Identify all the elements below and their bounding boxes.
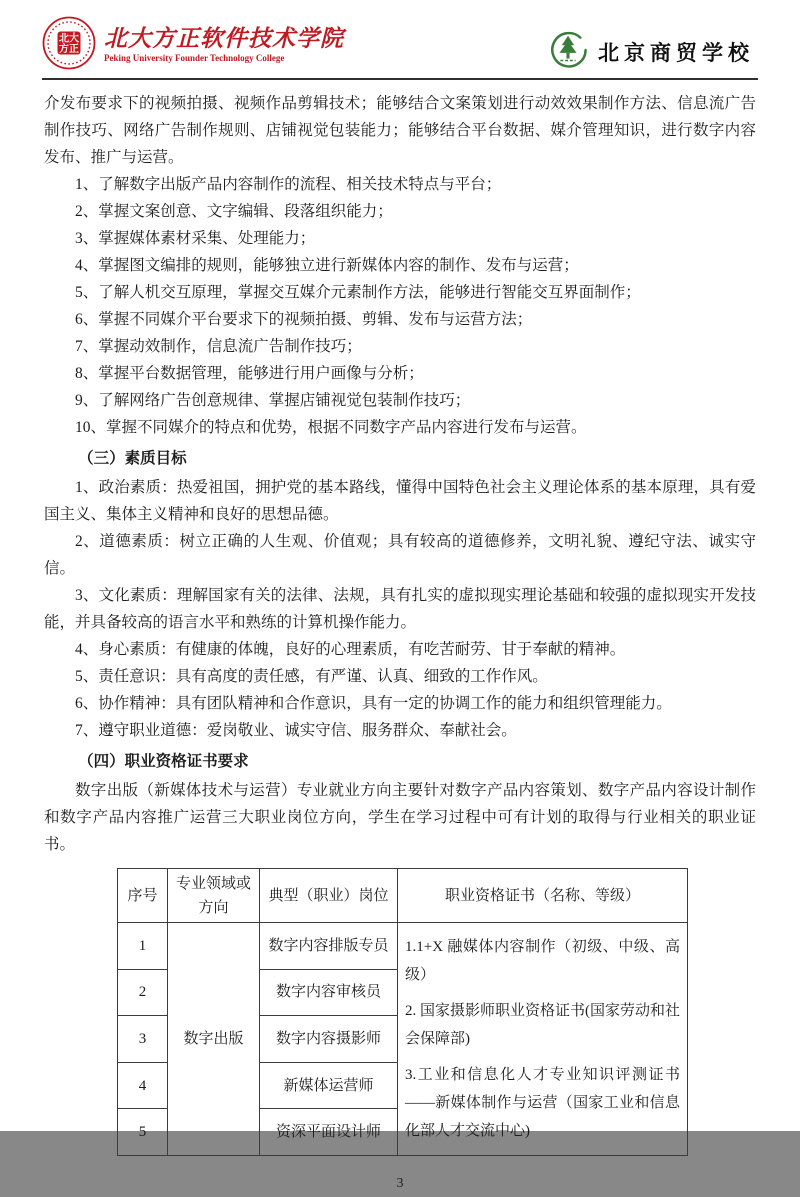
post-cell: 数字内容摄影师 [260,1016,398,1063]
svg-text:北大: 北大 [59,33,79,44]
document-body [0,80,800,1197]
col-header-no: 序号 [118,869,168,923]
row-no: 4 [118,1062,168,1109]
school-logo-group [548,30,754,75]
founder-logo-group [42,16,344,75]
quality-objective-item: 7、遵守职业道德：爱岗敬业、诚实守信、服务群众、奉献社会。 [75,722,517,739]
row-no: 3 [118,1016,168,1063]
founder-college-subtitle: Peking University Founder Technology College [104,53,285,63]
knowledge-objective-item: 6、掌握不同媒介平台要求下的视频拍摄、剪辑、发布与运营方法； [75,311,533,328]
post-cell: 新媒体运营师 [260,1062,398,1109]
certificate-cell [398,923,688,1156]
knowledge-objective-item: 1、了解数字出版产品内容制作的流程、相关技术特点与平台； [75,176,502,193]
certificate-item: 3.工业和信息化人才专业知识评测证书——新媒体制作与运营（国家工业和信息化部人才交流中心) [405,1067,680,1139]
quality-objective-item: 5、责任意识：具有高度的责任感，有严谨、认真、细致的工作作风。 [75,668,548,685]
section-heading-quality: （三）素质目标 [78,450,187,467]
certificate-item: 2. 国家摄影师职业资格证书(国家劳动和社会保障部) [405,1003,680,1047]
row-no: 2 [118,969,168,1016]
post-cell: 数字内容排版专员 [260,923,398,970]
page-header [42,0,758,80]
quality-objective-item: 6、协作精神：具有团队精神和合作意识，具有一定的协调工作的能力和组织管理能力。 [75,695,672,712]
founder-seal-icon [42,16,96,75]
knowledge-objective-item: 7、掌握动效制作，信息流广告制作技巧； [75,338,362,355]
page-number: 3 [396,1176,404,1191]
col-header-certificate: 职业资格证书（名称、等级） [398,869,688,923]
field-cell: 数字出版 [168,923,260,1156]
quality-objective-item: 2、道德素质：树立正确的人生观、价值观；具有较高的道德修养，文明礼貌、遵纪守法、诚实守信。 [44,533,756,577]
quality-objective-item: 4、身心素质：有健康的体魄，良好的心理素质，有吃苦耐劳、甘于奉献的精神。 [75,641,626,658]
certificate-intro-paragraph: 数字出版（新媒体技术与运营）专业就业方向主要针对数字产品内容策划、数字产品内容设计制作和数字产品内容推广运营三大职业岗位方向，学生在学习过程中可有计划的取得与行业相关的职业证书。 [44,782,756,853]
row-no: 5 [118,1109,168,1156]
quality-objective-item: 1、政治素质：热爱祖国，拥护党的基本路线，懂得中国特色社会主义理论体系的基本原理，具有爱国主义、集体主义精神和良好的思想品德。 [44,479,756,523]
post-cell: 数字内容审核员 [260,969,398,1016]
founder-college-title: 北大方正软件技术学院 [104,26,344,51]
col-header-post: 典型（职业）岗位 [260,869,398,923]
col-header-field: 专业领域或方向 [168,869,260,923]
certificate-item: 1.1+X 融媒体内容制作（初级、中级、高级） [405,939,680,983]
school-tree-icon [548,30,588,75]
knowledge-objective-item: 8、掌握平台数据管理，能够进行用户画像与分析； [75,365,424,382]
table-header-row [118,869,688,923]
post-cell: 资深平面设计师 [260,1109,398,1156]
knowledge-objective-item: 3、掌握媒体素材采集、处理能力； [75,230,316,247]
knowledge-objective-item: 5、了解人机交互原理，掌握交互媒介元素制作方法，能够进行智能交互界面制作； [75,284,641,301]
knowledge-objective-item: 10、掌握不同媒介的特点和优势，根据不同数字产品内容进行发布与运营。 [75,419,587,436]
knowledge-objective-item: 4、掌握图文编排的规则，能够独立进行新媒体内容的制作、发布与运营； [75,257,579,274]
intro-paragraph: 介发布要求下的视频拍摄、视频作品剪辑技术；能够结合文案策划进行动效效果制作方法、信息流广告制作技巧、网络广告制作规则、店铺视觉包装能力；能够结合平台数据、媒介管理知识，进行数字内容发布、推广与运营。 [44,95,756,166]
school-name: 北京商贸学校 [598,41,754,65]
row-no: 1 [118,923,168,970]
quality-objective-item: 3、文化素质：理解国家有关的法律、法规，具有扎实的虚拟现实理论基础和较强的虚拟现实开发技能，并具备较高的语言水平和熟练的计算机操作能力。 [44,587,756,631]
founder-logo-text [104,26,344,64]
svg-text:方正: 方正 [59,43,79,55]
knowledge-objective-item: 9、了解网络广告创意规律、掌握店铺视觉包装制作技巧； [75,392,471,409]
section-heading-certificates: （四）职业资格证书要求 [78,753,249,770]
certificates-table [117,868,688,1156]
knowledge-objective-item: 2、掌握文案创意、文字编辑、段落组织能力； [75,203,393,220]
table-row [118,923,688,970]
